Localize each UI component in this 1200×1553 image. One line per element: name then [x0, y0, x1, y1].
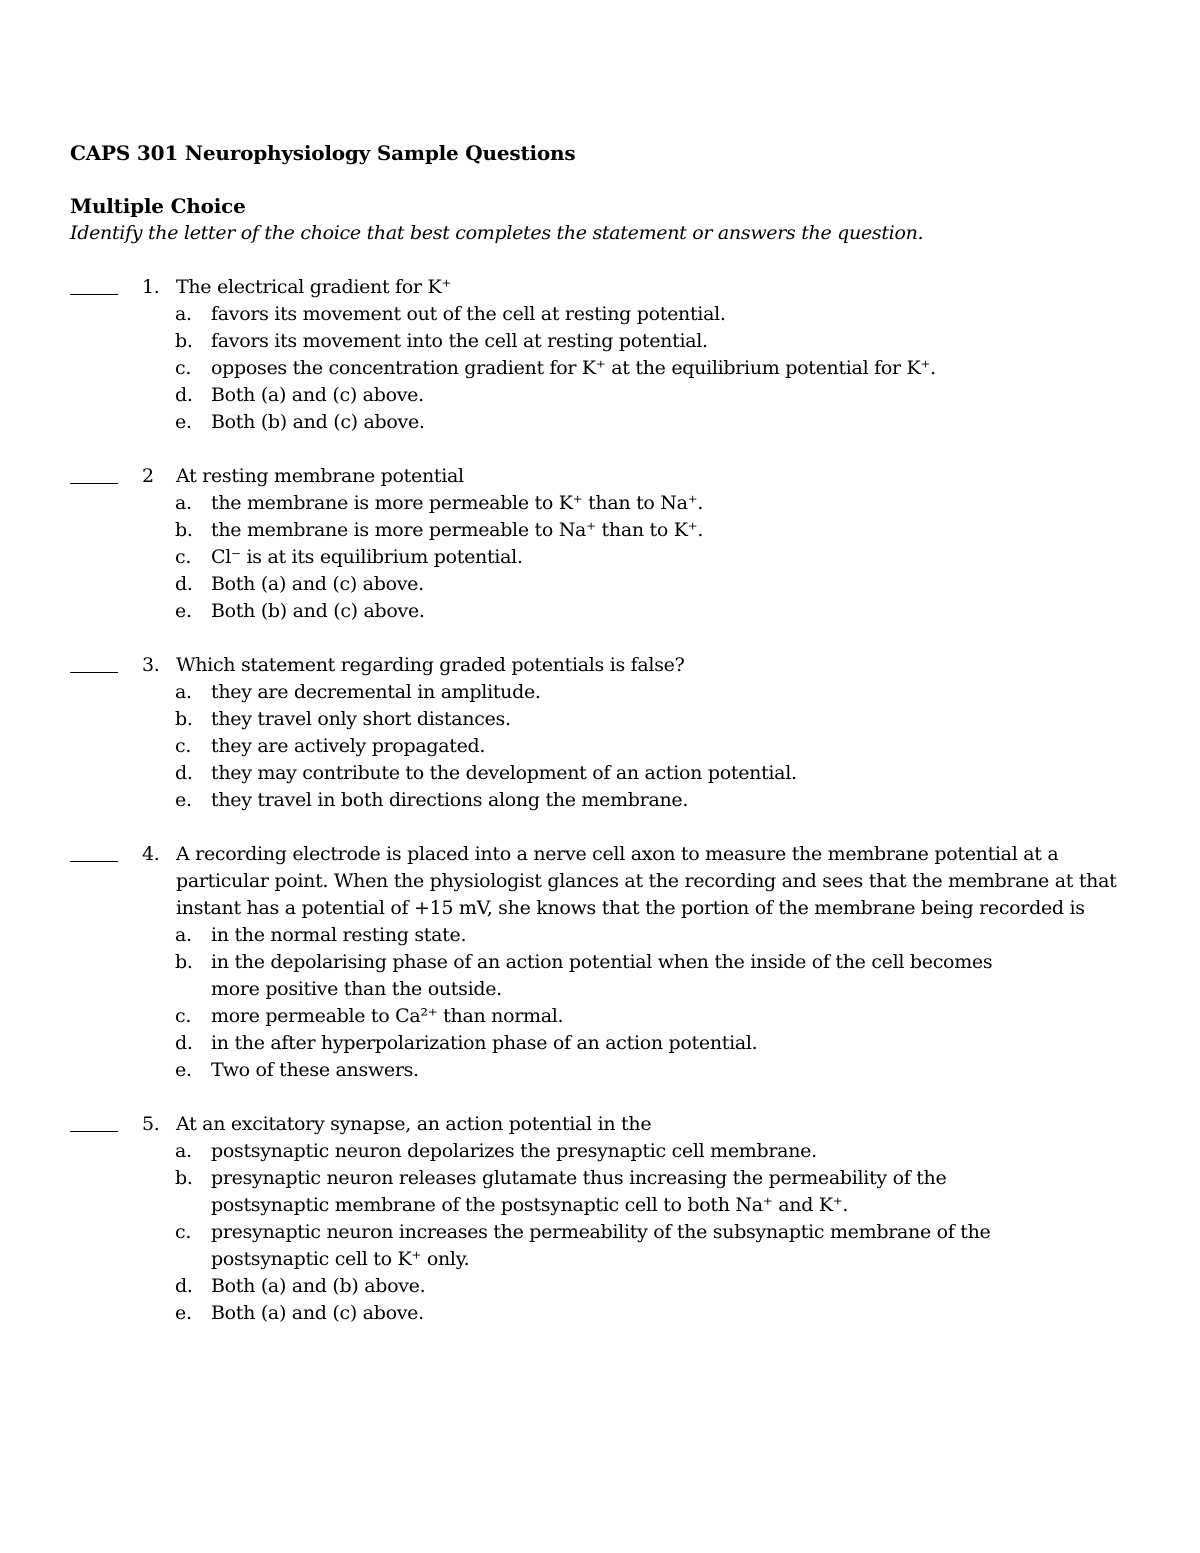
option-e [70, 409, 1130, 436]
option-letter: b. [175, 330, 193, 352]
option-c [70, 733, 1130, 760]
option-b [70, 706, 1130, 733]
question-stem: At an excitatory synapse, an action potential in the [176, 1113, 652, 1135]
question-2 [70, 463, 1130, 625]
question-number: 4. [142, 843, 160, 865]
option-letter: a. [175, 303, 192, 325]
option-text: they travel only short distances. [211, 708, 511, 730]
option-a [70, 679, 1130, 706]
option-letter: e. [175, 1302, 192, 1324]
option-d [70, 1030, 1130, 1057]
option-b [70, 517, 1130, 544]
option-text: the membrane is more permeable to K⁺ than to Na⁺. [211, 492, 704, 514]
option-text: in the after hyperpolarization phase of an action potential. [211, 1032, 758, 1054]
option-letter: e. [175, 789, 192, 811]
options-list [70, 1138, 1130, 1327]
option-text: Two of these answers. [211, 1059, 419, 1081]
option-b [70, 949, 1130, 1003]
option-a [70, 301, 1130, 328]
option-text: favors its movement out of the cell at resting potential. [211, 303, 726, 325]
option-letter: c. [175, 1005, 192, 1027]
question-stem: The electrical gradient for K⁺ [176, 276, 452, 298]
question-number: 1. [142, 276, 160, 298]
option-text: they are actively propagated. [211, 735, 486, 757]
answer-blank[interactable] [70, 1111, 118, 1132]
option-d [70, 1273, 1130, 1300]
option-a [70, 922, 1130, 949]
option-letter: e. [175, 1059, 192, 1081]
option-text: in the normal resting state. [211, 924, 467, 946]
question-stem: A recording electrode is placed into a nerve cell axon to measure the membrane potential at a particular point. When the physiologist glances at the recording and sees that the membrane at that instant has a potential of +15 mV, she knows that the portion of the membrane being recorded is [176, 843, 1117, 919]
option-c [70, 544, 1130, 571]
option-text: they are decremental in amplitude. [211, 681, 541, 703]
options-list [70, 922, 1130, 1084]
options-list [70, 679, 1130, 814]
option-letter: d. [175, 1032, 193, 1054]
option-c [70, 1219, 1130, 1273]
option-text: Both (a) and (b) above. [211, 1275, 426, 1297]
question-stem-line [70, 652, 1130, 679]
option-letter: d. [175, 762, 193, 784]
question-number: 3. [142, 654, 160, 676]
answer-blank[interactable] [70, 274, 118, 295]
option-text: Cl⁻ is at its equilibrium potential. [211, 546, 523, 568]
document-title: CAPS 301 Neurophysiology Sample Questions [70, 141, 576, 165]
option-letter: d. [175, 573, 193, 595]
option-text: opposes the concentration gradient for K⁺ at the equilibrium potential for K⁺. [211, 357, 936, 379]
question-number: 5. [142, 1113, 160, 1135]
option-letter: b. [175, 1167, 193, 1189]
option-letter: a. [175, 681, 192, 703]
options-list [70, 490, 1130, 625]
option-text: Both (b) and (c) above. [211, 411, 425, 433]
answer-blank[interactable] [70, 463, 118, 484]
option-a [70, 1138, 1130, 1165]
option-text: Both (a) and (c) above. [211, 384, 424, 406]
option-a [70, 490, 1130, 517]
option-letter: b. [175, 951, 193, 973]
option-e [70, 1300, 1130, 1327]
answer-blank[interactable] [70, 841, 118, 862]
option-d [70, 760, 1130, 787]
question-stem-line [70, 1111, 1130, 1138]
instructions-text: Identify the letter of the choice that best completes the statement or answers the question. [70, 222, 924, 244]
option-text: favors its movement into the cell at resting potential. [211, 330, 708, 352]
answer-blank[interactable] [70, 652, 118, 673]
option-e [70, 787, 1130, 814]
option-e [70, 598, 1130, 625]
option-text: more permeable to Ca²⁺ than normal. [211, 1005, 564, 1027]
question-1 [70, 274, 1130, 436]
question-stem-line [70, 274, 1130, 301]
question-stem: Which statement regarding graded potentials is false? [176, 654, 685, 676]
question-stem-line [70, 463, 1130, 490]
option-d [70, 382, 1130, 409]
question-stem: At resting membrane potential [176, 465, 464, 487]
option-e [70, 1057, 1130, 1084]
option-letter: a. [175, 924, 192, 946]
option-b [70, 1165, 1130, 1219]
option-c [70, 355, 1130, 382]
option-letter: c. [175, 735, 192, 757]
option-letter: e. [175, 600, 192, 622]
option-letter: c. [175, 1221, 192, 1243]
question-number: 2 [142, 465, 154, 487]
option-c [70, 1003, 1130, 1030]
option-text: presynaptic neuron increases the permeability of the subsynaptic membrane of the postsynaptic cell to K⁺ only. [211, 1221, 991, 1270]
option-text: Both (a) and (c) above. [211, 1302, 424, 1324]
option-letter: c. [175, 357, 192, 379]
section-title: Multiple Choice [70, 194, 246, 218]
option-b [70, 328, 1130, 355]
option-text: Both (b) and (c) above. [211, 600, 425, 622]
option-text: postsynaptic neuron depolarizes the presynaptic cell membrane. [211, 1140, 817, 1162]
option-text: in the depolarising phase of an action potential when the inside of the cell becomes more positive than the outside. [211, 951, 993, 1000]
option-text: the membrane is more permeable to Na⁺ than to K⁺. [211, 519, 704, 541]
option-text: Both (a) and (c) above. [211, 573, 424, 595]
option-letter: c. [175, 546, 192, 568]
question-4 [70, 841, 1130, 1084]
question-stem-line [70, 841, 1130, 922]
question-5 [70, 1111, 1130, 1327]
option-d [70, 571, 1130, 598]
option-letter: d. [175, 384, 193, 406]
option-letter: b. [175, 708, 193, 730]
question-3 [70, 652, 1130, 814]
options-list [70, 301, 1130, 436]
option-text: they travel in both directions along the membrane. [211, 789, 689, 811]
option-letter: b. [175, 519, 193, 541]
option-letter: a. [175, 1140, 192, 1162]
option-letter: a. [175, 492, 192, 514]
document-page [70, 140, 1130, 1354]
option-text: presynaptic neuron releases glutamate thus increasing the permeability of the postsynaptic membrane of the postsynaptic cell to both Na⁺ and K⁺. [211, 1167, 947, 1216]
option-letter: d. [175, 1275, 193, 1297]
option-text: they may contribute to the development of an action potential. [211, 762, 797, 784]
option-letter: e. [175, 411, 192, 433]
